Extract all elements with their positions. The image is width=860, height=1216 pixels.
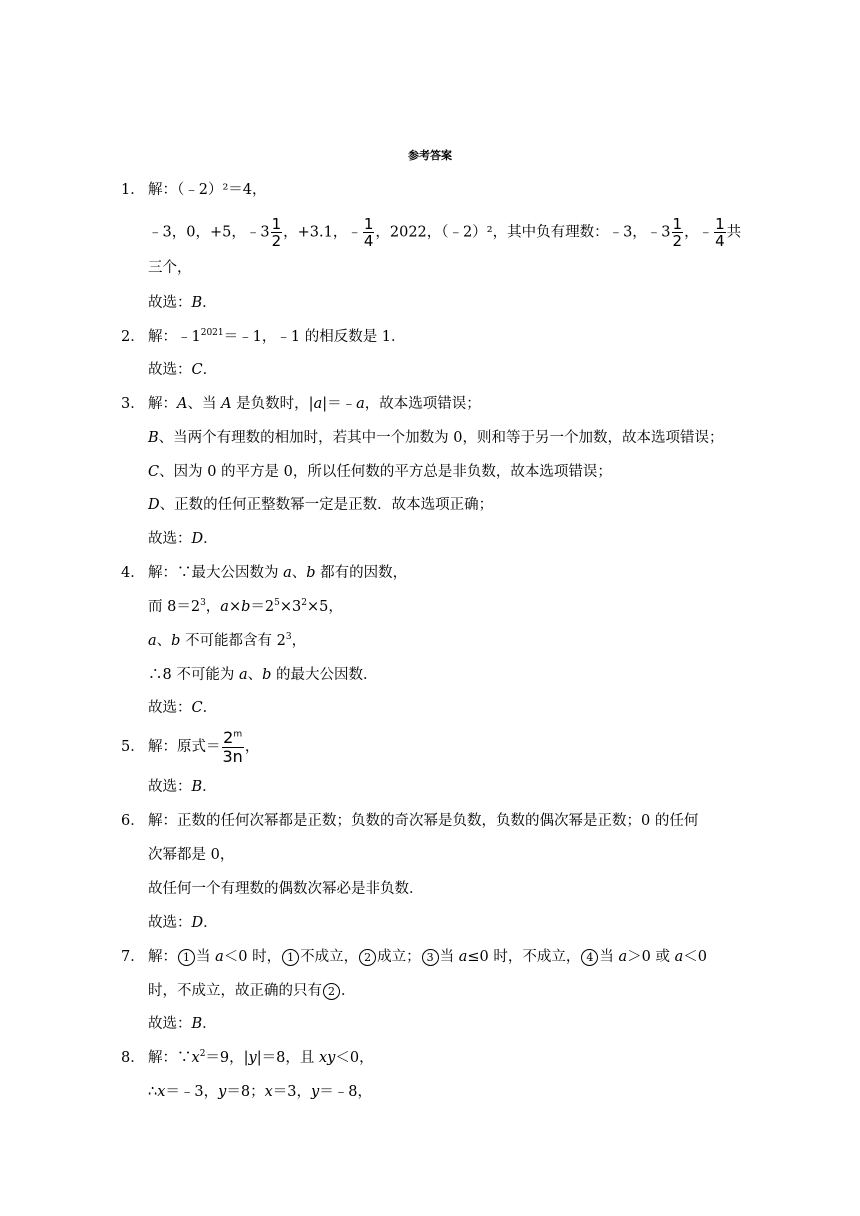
q5-number: 5．	[121, 739, 145, 755]
page-title: 参考答案	[408, 149, 452, 162]
q7-line-2: 时，不成立，故正确的只有 2 ．	[148, 983, 356, 999]
fraction-half: $\frac{1}{2}$	[271, 215, 282, 250]
q4-number: 4．	[121, 565, 145, 581]
q4-answer: 故选：C．	[148, 700, 218, 716]
q1-text: ﹣3，0，+5，﹣3	[148, 224, 270, 241]
q4-line-3: a、b 不可能都含有 $2^3$，	[148, 632, 307, 649]
circled-1: 1	[178, 949, 195, 966]
circled-2: 2	[323, 983, 340, 1000]
fraction-quarter: $\frac{1}{4}$	[363, 215, 374, 250]
q7-number: 7．	[121, 949, 145, 965]
q3-line-4: D、正数的任何正整数幂一定是正数．故本选项正确；	[148, 497, 494, 513]
q1-text: 共	[726, 224, 742, 241]
q3-number: 3．	[121, 396, 145, 412]
q3-answer: 故选：D．	[148, 531, 218, 547]
q2-number: 2．	[121, 329, 145, 345]
q3-line-3: C、因为 0 的平方是 0，所以任何数的平方总是非负数，故本选项错误；	[148, 464, 612, 480]
q6-line-2: 次幂都是 0，	[148, 847, 235, 863]
q5-line-1: 解：原式＝ $\frac{2^m}{3n}$ ，	[148, 727, 260, 766]
q3-line-2: B、当两个有理数的相加时，若其中一个加数为 0，则和等于另一个加数，故本选项错误；	[148, 430, 724, 446]
fraction-formula: $\frac{2^m}{3n}$	[222, 727, 243, 766]
circled-2: 2	[359, 949, 376, 966]
q4-line-2: 而 $8=2^3$，$a\times b=2^5\times 3^2\times 5$，	[148, 598, 343, 615]
q1-text: ，﹣	[684, 224, 714, 241]
q2-line-1: 解：$﹣1^{2021}=﹣1$，﹣1 的相反数是 1．	[148, 328, 406, 345]
q5-answer: 故选：B．	[148, 779, 217, 795]
q8-line-1: 解：$\because x^2=9$，|y|＝8，且 xy＜0，	[148, 1049, 374, 1066]
q1-text: ，2022，（﹣2）²，其中负有理数：﹣3，﹣3	[375, 224, 671, 241]
q7-line-1: 解： 1 当 a＜0 时， 1 不成立， 2 成立； 3 当 a≤0 时，不成立， 4 当 a＞0 或 a＜0	[148, 949, 707, 965]
q1-number: 1．	[121, 182, 145, 198]
circled-3: 3	[422, 949, 439, 966]
q4-line-4: ∴8 不可能为 a、b 的最大公因数．	[148, 667, 378, 683]
fraction-quarter: $\frac{1}{4}$	[715, 215, 725, 250]
q6-line-3: 故任何一个有理数的偶数次幂必是非负数．	[148, 881, 424, 897]
q1-line-3: 三个，	[148, 260, 192, 276]
q8-line-2: ∴x＝﹣3，y＝8；x＝3，y＝﹣8，	[148, 1084, 372, 1100]
q1-answer: 故选：B．	[148, 295, 217, 311]
q6-answer: 故选：D．	[148, 915, 218, 931]
q1-line-2	[148, 216, 741, 249]
circled-4: 4	[581, 949, 598, 966]
fraction-half: $\frac{1}{2}$	[672, 215, 683, 250]
q2-answer: 故选：C．	[148, 362, 218, 378]
q6-line-1: 解：正数的任何次幂都是正数；负数的奇次幂是负数，负数的偶次幂是正数；0 的任何	[148, 813, 699, 829]
q1-text: ，+3.1，﹣	[283, 224, 362, 241]
q6-number: 6．	[121, 813, 145, 829]
circled-1: 1	[282, 949, 299, 966]
q3-line-1: 解：A、当 A 是负数时，|a|＝﹣a，故本选项错误；	[148, 396, 481, 412]
q1-line-1: 解：（﹣2）²＝4，	[148, 182, 267, 198]
q8-number: 8．	[121, 1050, 145, 1066]
q4-line-1: 解：∵最大公因数为 a、b 都有的因数，	[148, 565, 408, 581]
q7-answer: 故选：B．	[148, 1016, 217, 1032]
